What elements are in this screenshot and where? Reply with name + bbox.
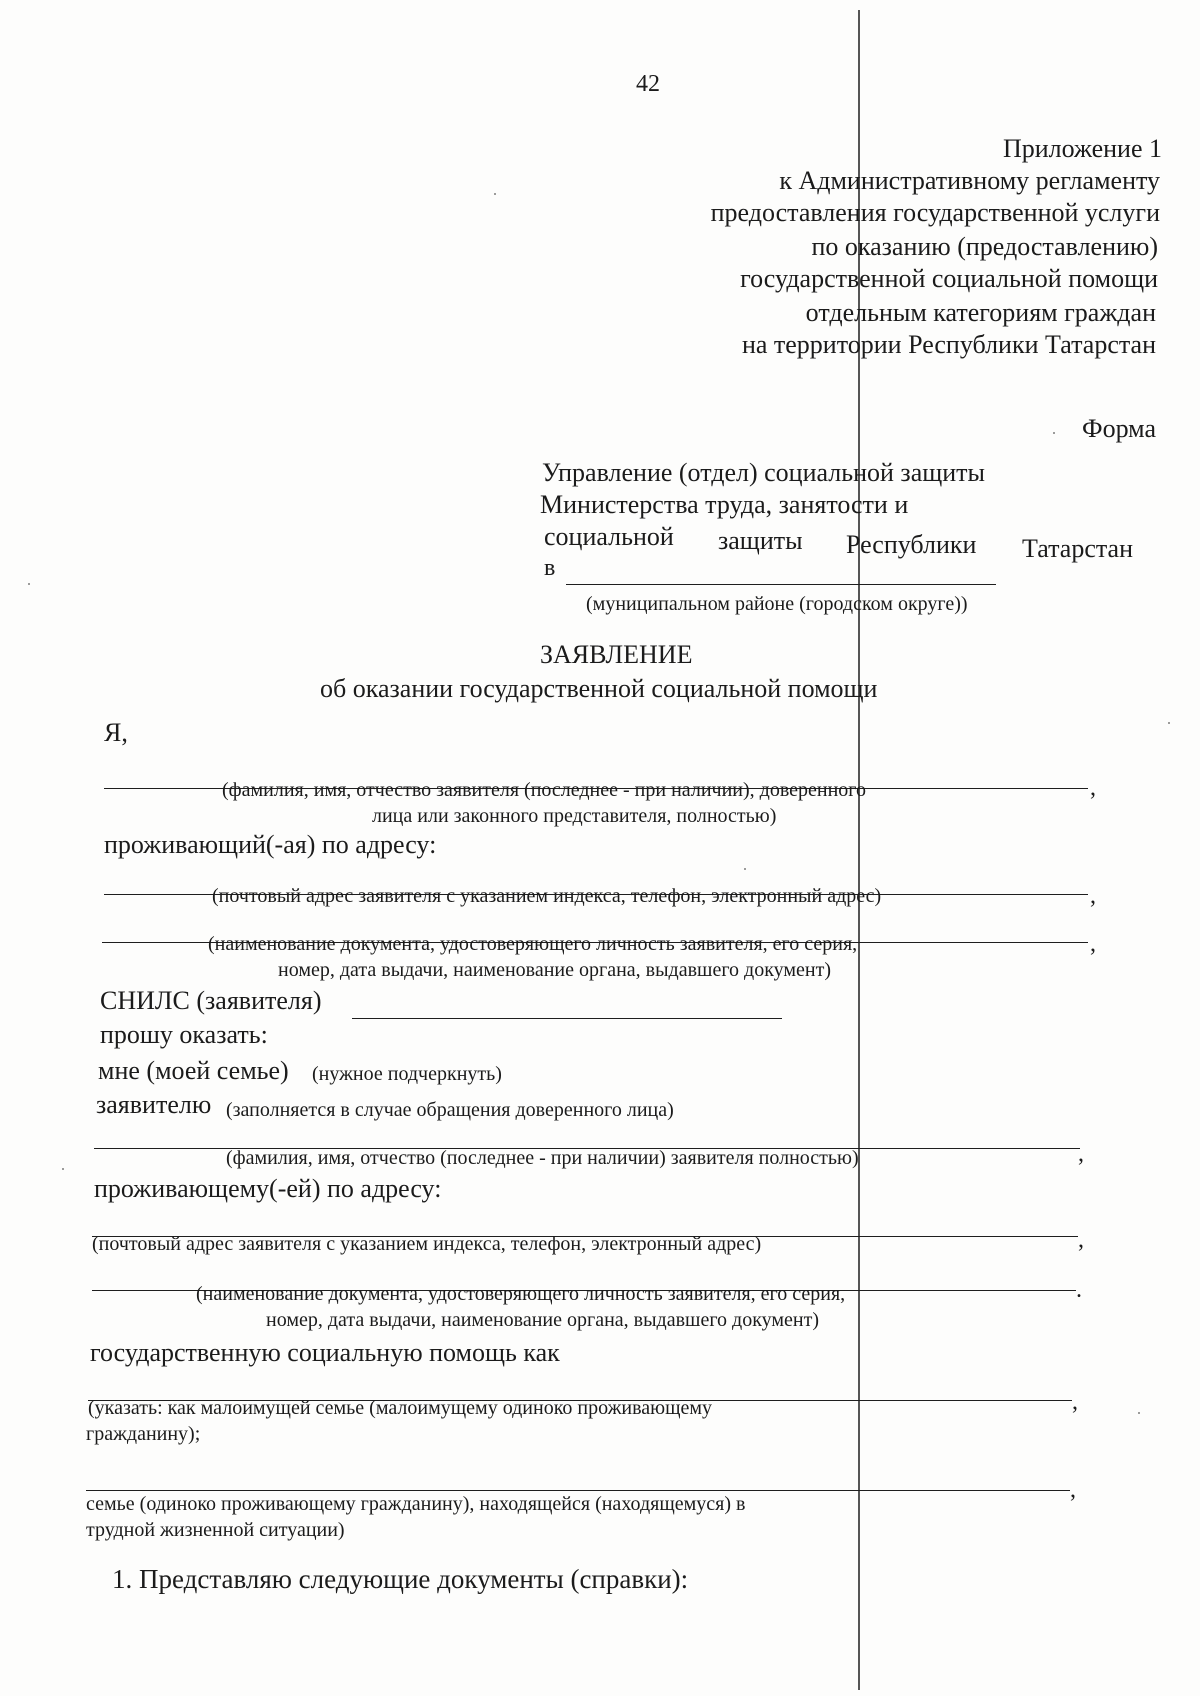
residing2-label: проживающему(-ей) по адресу:: [94, 1174, 442, 1203]
document-subtitle: об оказании государственной социальной помощи: [320, 674, 878, 703]
address-hint: (почтовый адрес заявителя с указанием индекса, телефон, электронный адрес): [212, 885, 882, 907]
scan-speck: [1138, 1412, 1140, 1414]
recipient-word-4: Татарстан: [1022, 534, 1133, 563]
name-hint-line-1: (фамилия, имя, отчество заявителя (последнее - при наличии), доверенного: [222, 779, 867, 801]
name2-hint: (фамилия, имя, отчество (последнее - при наличии) заявителя полностью): [226, 1147, 859, 1169]
specify-hint-line-4: трудной жизненной ситуации): [86, 1519, 345, 1541]
applicant-note: (заполняется в случае обращения доверенного лица): [226, 1099, 674, 1121]
appendix-line-3: предоставления государственной услуги: [710, 198, 1160, 227]
municipality-hint: (муниципальном районе (городском округе)): [586, 593, 968, 615]
appendix-line-7: на территории Республики Татарстан: [741, 330, 1156, 359]
comma-mark: ,: [1078, 1141, 1084, 1167]
document-title: ЗАЯВЛЕНИЕ: [540, 640, 693, 669]
form-label: Форма: [1082, 414, 1156, 443]
specify-hint-line-1: (указать: как малоимущей семье (малоимущему одиноко проживающему: [88, 1397, 713, 1419]
address2-hint: (почтовый адрес заявителя с указанием индекса, телефон, электронный адрес): [92, 1233, 762, 1255]
recipient-word-2: защиты: [718, 526, 803, 555]
comma-mark: ,: [1090, 775, 1096, 801]
doc-hint-line-2: номер, дата выдачи, наименование органа, выдавшего документ): [278, 959, 832, 981]
applicant-label: заявителю: [96, 1090, 212, 1119]
doc2-hint-line-1: (наименование документа, удостоверяющего личность заявителя, его серия,: [196, 1283, 846, 1305]
doc2-hint-line-2: номер, дата выдачи, наименование органа, выдавшего документ): [266, 1309, 820, 1331]
comma-mark: ,: [1072, 1389, 1078, 1415]
request-label: прошу оказать:: [100, 1020, 268, 1049]
help-type-line-2: [86, 1490, 1070, 1491]
residing-label: проживающий(-ая) по адресу:: [104, 830, 437, 859]
appendix-line-6: отдельным категориям граждан: [805, 298, 1156, 327]
comma-mark: ,: [1078, 1227, 1084, 1253]
scan-speck: [1168, 722, 1170, 724]
specify-hint-line-3: семье (одиноко проживающему гражданину), находящейся (находящемуся) в: [86, 1493, 746, 1515]
section-1-heading: 1. Представляю следующие документы (справки):: [112, 1564, 689, 1594]
comma-mark: ,: [1090, 883, 1096, 909]
recipient-word-3: Республики: [846, 530, 977, 559]
help-as-label: государственную социальную помощь как: [90, 1338, 560, 1367]
scan-speck: [744, 868, 746, 870]
comma-mark: ,: [1070, 1477, 1076, 1503]
recipient-line-2: Министерства труда, занятости и: [540, 490, 909, 519]
scan-speck: [1053, 432, 1055, 434]
snils-field-line: [352, 1018, 782, 1019]
scan-speck: [494, 193, 496, 195]
doc-hint-line-1: (наименование документа, удостоверяющего личность заявителя, его серия,: [208, 933, 858, 955]
snils-label: СНИЛС (заявителя): [100, 986, 322, 1015]
scan-fold-line: [858, 10, 860, 1690]
scan-speck: [28, 583, 30, 585]
appendix-line-1: Приложение 1: [1002, 134, 1162, 163]
me-family-note: (нужное подчеркнуть): [312, 1063, 502, 1085]
specify-hint-line-2: гражданину);: [86, 1423, 201, 1445]
me-family-label: мне (моей семье): [98, 1056, 289, 1085]
recipient-word-1: социальной: [544, 522, 674, 551]
recipient-line-4: в: [544, 555, 556, 581]
recipient-line-1: Управление (отдел) социальной защиты: [542, 458, 986, 487]
name-hint-line-2: лица или законного представителя, полностью): [372, 805, 777, 827]
appendix-line-2: к Административному регламенту: [779, 166, 1160, 195]
i-label: Я,: [104, 718, 128, 747]
page-number: 42: [636, 71, 660, 97]
appendix-line-4: по оказанию (предоставлению): [811, 232, 1158, 261]
appendix-line-5: государственной социальной помощи: [740, 264, 1158, 293]
scan-speck: [62, 1168, 64, 1170]
comma-mark: ,: [1090, 931, 1096, 957]
period-mark: .: [1076, 1277, 1082, 1303]
municipality-field-line: [566, 584, 996, 585]
